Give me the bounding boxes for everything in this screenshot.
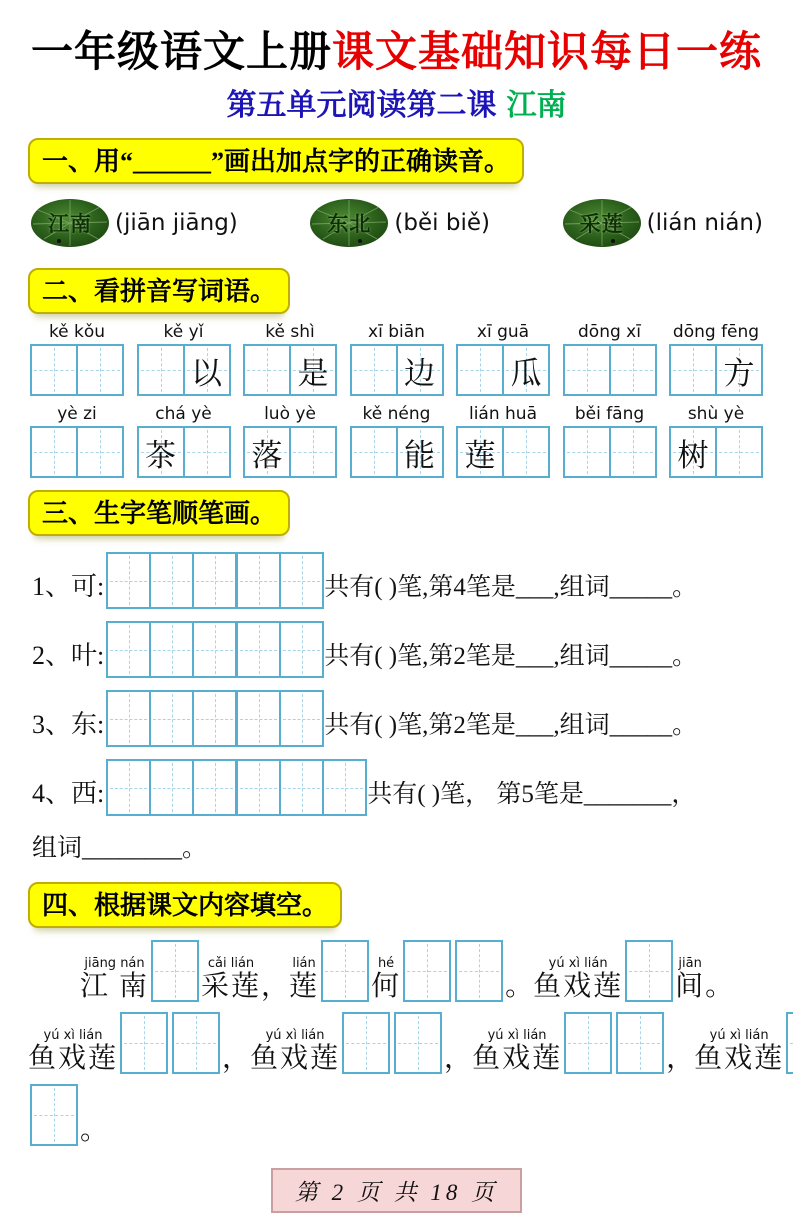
empty-write-cell — [289, 428, 335, 476]
leaf-word — [562, 198, 642, 248]
character-label: 2、叶: — [32, 641, 105, 671]
two-cell-writing-box — [350, 344, 444, 396]
fill-in-box — [403, 940, 451, 1002]
prefilled-cell — [396, 346, 442, 394]
punctuation: ， — [444, 1042, 473, 1074]
word-pinyin: xī guā — [476, 322, 530, 343]
punctuation: 。 — [705, 970, 734, 1002]
empty-write-cell — [279, 623, 322, 676]
two-cell-writing-box — [669, 426, 763, 478]
prefilled-cell — [502, 346, 548, 394]
empty-write-cell — [76, 346, 122, 394]
stroke-order-grid — [106, 690, 324, 747]
fill-in-box — [321, 940, 369, 1002]
word-pinyin: kě shì — [265, 322, 315, 343]
empty-write-cell — [192, 692, 235, 745]
fill-in-box — [616, 1012, 664, 1074]
prefilled-character: 莲 — [464, 437, 496, 473]
two-cell-writing-box — [669, 344, 763, 396]
ruby-word — [201, 956, 261, 1003]
leaf-word-char: 东 — [327, 212, 350, 237]
prefilled-character: 能 — [404, 437, 435, 473]
stroke-question-text: 共有( )笔,第2笔是___,组词_____。 — [324, 643, 698, 671]
section2-heading — [28, 268, 290, 314]
section4-heading-text: 四、根据课文内容填空。 — [42, 891, 329, 921]
empty-write-cell — [671, 346, 715, 394]
stroke-order-line — [28, 621, 765, 678]
fill-in-box — [625, 940, 673, 1002]
empty-write-cell — [149, 554, 192, 607]
empty-write-cell — [565, 428, 609, 476]
title-part-red: 课文基础知识每日一练 — [332, 30, 763, 76]
ruby-characters: 间 — [675, 970, 706, 1002]
word-group — [456, 404, 550, 478]
word-pinyin: kě kǒu — [48, 322, 106, 343]
empty-write-cell — [192, 623, 235, 676]
empty-write-cell — [149, 761, 192, 814]
pinyin-options: (jiān jiāng) — [115, 210, 238, 237]
stroke-question-text: 共有( )笔,第4笔是___,组词_____。 — [324, 574, 698, 602]
empty-write-cell — [235, 554, 279, 607]
ruby-characters: 莲 — [289, 970, 320, 1002]
punctuation: 。 — [505, 970, 534, 1002]
empty-write-cell — [108, 623, 149, 676]
leaf-word-char: 采 — [579, 212, 602, 237]
section3-heading-text: 三、生字笔顺笔画。 — [42, 499, 277, 529]
empty-write-cell — [279, 692, 322, 745]
section2-grid — [28, 322, 765, 478]
poem-line — [28, 1084, 765, 1146]
ruby-pinyin: cǎi lián — [207, 955, 255, 971]
ruby-pinyin: jiān — [678, 955, 702, 971]
fill-in-box — [30, 1084, 78, 1146]
leaf-word — [309, 198, 389, 248]
pinyin-choice-item — [30, 198, 238, 248]
empty-write-cell — [458, 346, 502, 394]
ruby-pinyin: yú xì lián — [265, 1027, 325, 1043]
page-subtitle — [28, 80, 765, 124]
empty-write-cell — [279, 761, 322, 814]
ruby-characters: 采莲 — [201, 970, 262, 1002]
prefilled-cell — [183, 346, 229, 394]
word-group — [137, 322, 231, 396]
prefilled-cell — [458, 428, 502, 476]
ruby-word — [675, 956, 705, 1003]
poem-line — [80, 940, 765, 1002]
two-cell-writing-box — [243, 344, 337, 396]
ruby-pinyin: lián — [292, 955, 316, 971]
empty-write-cell — [192, 761, 235, 814]
ruby-characters: 鱼戏莲 — [250, 1042, 341, 1074]
word-group — [243, 322, 337, 396]
word-pinyin: kě yǐ — [163, 322, 204, 343]
word-group — [350, 404, 444, 478]
ruby-word — [533, 956, 623, 1003]
word-group — [30, 404, 124, 478]
empty-write-cell — [235, 761, 279, 814]
empty-write-cell — [108, 761, 149, 814]
title-part-black: 一年级语文上册 — [30, 30, 332, 76]
prefilled-cell — [715, 346, 761, 394]
empty-write-cell — [609, 346, 655, 394]
ruby-pinyin: hé — [377, 955, 395, 971]
word-group — [30, 322, 124, 396]
pinyin-options: (lián nián) — [646, 210, 763, 237]
leaf-badge — [30, 198, 110, 248]
stroke-order-line — [28, 759, 765, 816]
word-group — [456, 322, 550, 396]
word-group — [243, 404, 337, 478]
prefilled-character: 是 — [297, 355, 329, 391]
page-number-box — [271, 1168, 522, 1213]
fill-in-box — [172, 1012, 220, 1074]
stroke-order-grid — [106, 759, 367, 816]
word-group — [563, 322, 657, 396]
empty-write-cell — [352, 428, 396, 476]
punctuation: 。 — [80, 1114, 109, 1146]
two-cell-writing-box — [137, 426, 231, 478]
section2-heading-text: 二、看拼音写词语。 — [42, 277, 277, 307]
ruby-pinyin: yú xì lián — [43, 1027, 103, 1043]
leaf-badge — [562, 198, 642, 248]
word-grid-row — [30, 404, 763, 478]
two-cell-writing-box — [456, 426, 550, 478]
fill-in-box — [120, 1012, 168, 1074]
leaf-word-char: 北 — [349, 208, 371, 238]
fill-in-box — [394, 1012, 442, 1074]
word-pinyin: xī biān — [368, 322, 425, 343]
prefilled-character: 树 — [677, 437, 709, 473]
empty-write-cell — [235, 692, 279, 745]
prefilled-cell — [139, 428, 183, 476]
ruby-characters: 鱼戏莲 — [694, 1042, 785, 1074]
character-label: 1、可: — [32, 572, 105, 602]
word-pinyin: běi fāng — [574, 404, 645, 425]
two-cell-writing-box — [350, 426, 444, 478]
page-footer — [28, 1168, 765, 1213]
word-pinyin: luò yè — [264, 404, 316, 425]
word-grid-row — [30, 322, 763, 396]
word-pinyin: kě néng — [362, 404, 431, 425]
ruby-pinyin: yú xì lián — [548, 955, 608, 971]
ruby-word — [80, 956, 149, 1003]
poem-line — [28, 1012, 785, 1074]
page-number-text: 第 2 页 共 18 页 — [294, 1180, 499, 1206]
stroke-question-text: 共有( )笔， 第5笔是_______， — [367, 781, 697, 809]
punctuation: ， — [261, 970, 290, 1002]
two-cell-writing-box — [30, 426, 124, 478]
empty-write-cell — [108, 554, 149, 607]
stroke-order-grid — [106, 621, 324, 678]
prefilled-character: 茶 — [145, 437, 176, 473]
stroke-order-grid — [106, 552, 324, 609]
ruby-word — [289, 956, 319, 1003]
two-cell-writing-box — [243, 426, 337, 478]
two-cell-writing-box — [30, 344, 124, 396]
section1-items — [30, 198, 763, 248]
empty-write-cell — [322, 761, 365, 814]
ruby-characters: 鱼戏莲 — [28, 1042, 119, 1074]
prefilled-cell — [396, 428, 442, 476]
empty-write-cell — [502, 428, 548, 476]
section3-lines — [28, 552, 765, 864]
empty-write-cell — [235, 623, 279, 676]
page-title — [28, 28, 765, 78]
empty-write-cell — [279, 554, 322, 607]
ruby-characters: 何 — [371, 970, 402, 1002]
word-pinyin: chá yè — [155, 404, 212, 425]
section1-heading-text: 一、用“______”画出加点字的正确读音。 — [42, 147, 511, 177]
empty-write-cell — [149, 692, 192, 745]
word-group — [350, 322, 444, 396]
empty-write-cell — [32, 346, 76, 394]
prefilled-cell — [245, 428, 289, 476]
word-pinyin: dōng xī — [578, 322, 641, 343]
ruby-word — [694, 1028, 784, 1075]
empty-write-cell — [139, 346, 183, 394]
prefilled-character: 瓜 — [510, 355, 542, 391]
empty-write-cell — [245, 346, 289, 394]
ruby-word — [371, 956, 401, 1003]
word-pinyin: dōng fēng — [672, 322, 760, 343]
two-cell-writing-box — [456, 344, 550, 396]
stroke-question-text: 共有( )笔,第2笔是___,组词_____。 — [324, 712, 698, 740]
empty-write-cell — [149, 623, 192, 676]
prefilled-character: 边 — [404, 355, 435, 391]
punctuation: ， — [222, 1042, 251, 1074]
ruby-characters: 鱼戏莲 — [533, 970, 624, 1002]
pinyin-options: (běi biě) — [394, 210, 490, 237]
prefilled-cell — [671, 428, 715, 476]
prefilled-character: 落 — [251, 437, 283, 473]
pinyin-choice-item — [309, 198, 490, 248]
leaf-word — [30, 198, 110, 248]
pinyin-choice-item — [562, 198, 763, 248]
section3-heading — [28, 490, 290, 536]
stroke-order-line — [28, 690, 765, 747]
fill-in-box — [151, 940, 199, 1002]
prefilled-character: 方 — [723, 355, 755, 391]
two-cell-writing-box — [563, 344, 657, 396]
leaf-word-char: 江 — [48, 208, 70, 238]
stroke-question-continuation: 组词________。 — [32, 835, 208, 863]
punctuation: ， — [666, 1042, 695, 1074]
ruby-characters: 江 南 — [80, 970, 150, 1002]
ruby-pinyin: jiāng nán — [84, 955, 145, 971]
word-group — [137, 404, 231, 478]
character-label: 3、东: — [32, 710, 105, 740]
ruby-pinyin: yú xì lián — [487, 1027, 547, 1043]
word-pinyin: yè zi — [57, 404, 97, 425]
section4-content — [28, 940, 785, 1146]
empty-write-cell — [715, 428, 761, 476]
fill-in-box — [342, 1012, 390, 1074]
subtitle-lesson-name: 江南 — [506, 89, 567, 123]
leaf-word-char: 南 — [70, 212, 92, 237]
word-group — [669, 322, 763, 396]
ruby-word — [250, 1028, 340, 1075]
fill-in-box — [564, 1012, 612, 1074]
ruby-characters: 鱼戏莲 — [472, 1042, 563, 1074]
ruby-pinyin: yú xì lián — [709, 1027, 769, 1043]
fill-in-box — [786, 1012, 793, 1074]
empty-write-cell — [609, 428, 655, 476]
empty-write-cell — [352, 346, 396, 394]
character-label: 4、西: — [32, 779, 105, 809]
word-pinyin: lián huā — [468, 404, 537, 425]
empty-write-cell — [565, 346, 609, 394]
ruby-word — [472, 1028, 562, 1075]
empty-write-cell — [183, 428, 229, 476]
prefilled-cell — [289, 346, 335, 394]
leaf-word-char: 莲 — [602, 208, 624, 238]
empty-write-cell — [76, 428, 122, 476]
empty-write-cell — [192, 554, 235, 607]
section1-heading — [28, 138, 524, 184]
prefilled-character: 以 — [191, 355, 222, 391]
section4-heading — [28, 882, 342, 928]
two-cell-writing-box — [563, 426, 657, 478]
subtitle-lesson: 第五单元阅读第二课 — [226, 89, 497, 123]
stroke-order-line — [28, 552, 765, 609]
word-group — [563, 404, 657, 478]
word-group — [669, 404, 763, 478]
empty-write-cell — [32, 428, 76, 476]
two-cell-writing-box — [137, 344, 231, 396]
leaf-badge — [309, 198, 389, 248]
ruby-word — [28, 1028, 118, 1075]
empty-write-cell — [108, 692, 149, 745]
word-pinyin: shù yè — [687, 404, 745, 425]
fill-in-box — [455, 940, 503, 1002]
